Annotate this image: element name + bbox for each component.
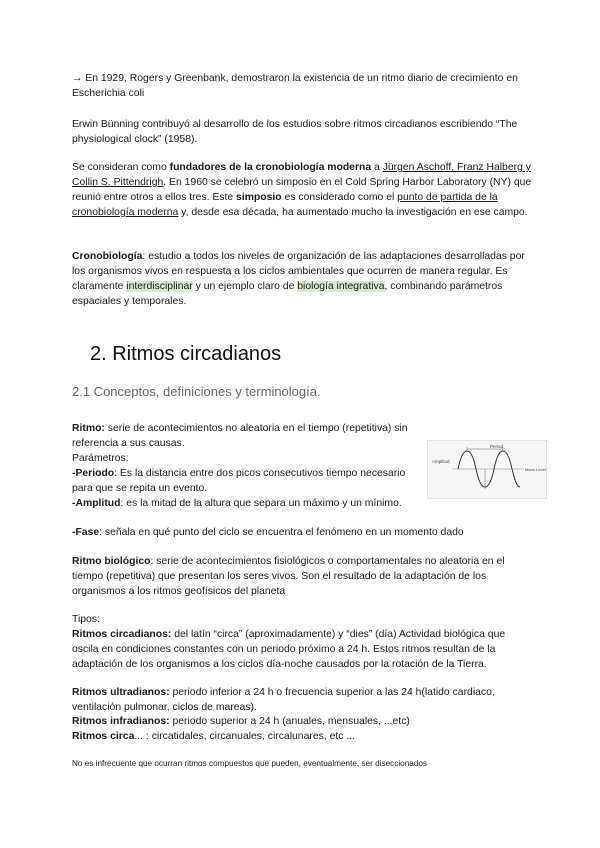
underlined-founders: Jürgen Aschoff, Franz Halberg y Collin S. Pittendrigh	[72, 162, 531, 188]
underlined-punto-partida: punto de partida de la cronobiología moderna	[72, 192, 498, 218]
text-run: ... : circatidales, circanuales, circalunares, etc ...	[134, 731, 355, 742]
bold-ritmo-biologico: Ritmo biológico	[72, 556, 151, 567]
text-run: serie de acontecimientos no aleatoria en el tiempo (repetitiva) sin referencia a sus causas.	[72, 423, 408, 449]
paragraph-ritmo-biologico	[72, 554, 532, 599]
highlight-interdisciplinar: interdisciplinar	[126, 281, 193, 292]
text-run: : serie de acontecimientos fisiológicos o comportamentales no aleatoria en el tiempo (repetitiva) que presentan los seres vivos. Son el resultado de la adaptación de los organismos a los ritmos geofísicos del planeta	[72, 556, 505, 597]
section-heading: 2. Ritmos circadianos	[90, 343, 282, 365]
text-run: periodo inferior a 24 h o frecuencia superior a las 24 h(latido cardiaco, ventilación pulmonar, ciclos de mareas).	[72, 687, 495, 713]
sine-wave-graphic	[428, 441, 546, 498]
text-run: Se consideran como	[72, 162, 170, 173]
item-amplitud	[72, 496, 412, 511]
text-run: , combinando parámetros espaciales y temporales.	[72, 281, 503, 307]
item-ritmos-circa	[72, 729, 532, 744]
bold-cronobiologia: Cronobiología	[72, 251, 143, 262]
bold-fundadores: fundadores de la cronobiología moderna	[169, 162, 372, 173]
bold-simposio: simposio	[236, 192, 282, 203]
text-run: : Es la distancia entre dos picos consecutivos tiempo necesario para que se repita un evento.	[72, 468, 406, 494]
label-parametros: Parámetros:	[72, 453, 129, 464]
rhythm-diagram	[427, 440, 547, 499]
bold-fase: -Fase	[72, 527, 100, 538]
bold-ritmos-ultradianos: Ritmos ultradianos:	[72, 687, 170, 698]
text-run: a	[371, 162, 383, 173]
paragraph-ritmo	[72, 421, 417, 451]
paragraph-rogers-greenbank: → En 1929, Rogers y Greenbank, demostraron la existencia de un ritmo diario de crecimiento en Escherichia coli	[72, 73, 518, 99]
paragraph-cronobiologia	[72, 249, 532, 309]
mean-level-label: Mean Level	[525, 467, 546, 472]
bold-ritmo: Ritmo:	[72, 423, 105, 434]
text-run: periodo superior a 24 h (anuales, mensuales, ...etc)	[169, 716, 410, 727]
highlight-biologia-integrativa: biología integrativa	[297, 281, 385, 292]
period-label: Period	[490, 444, 504, 449]
bold-ritmos-circadianos: Ritmos circadianos:	[72, 629, 172, 640]
item-ritmos-circadianos	[72, 627, 532, 672]
text-run: : es la mitad de la altura que separa un máximo y un mínimo.	[120, 498, 402, 509]
bold-ritmos-circa: Ritmos circa	[72, 731, 135, 742]
item-ritmos-ultradianos	[72, 685, 532, 715]
footnote-ritmos-compuestos: No es infrecuente que ocurran ritmos compuestos que pueden, eventualmente, ser diseccionados	[72, 759, 428, 768]
bold-ritmos-infradianos: Ritmos infradianos:	[72, 716, 170, 727]
text-run: y un ejemplo claro de	[192, 281, 298, 292]
text-run: : señala en qué punto del ciclo se encuentra el fenómeno en un momento dado	[99, 527, 464, 538]
section-subheading: 2.1 Conceptos, definiciones y terminología.	[72, 384, 321, 399]
paragraph-fundadores	[72, 160, 532, 220]
item-periodo	[72, 466, 417, 496]
label-tipos: Tipos:	[72, 614, 100, 625]
bold-amplitud: -Amplitud	[72, 498, 121, 509]
bold-periodo: -Periodo	[72, 468, 115, 479]
amplitude-label: Amplitud	[432, 459, 450, 464]
paragraph-bunning: Erwin Bünning contribuyó al desarrollo de los estudios sobre ritmos circadianos escribiendo “The physiological clock” (1958).	[72, 119, 518, 145]
text-run: y, desde esa década, ha aumentado mucho la investigación en ese campo.	[178, 207, 528, 218]
item-ritmos-infradianos	[72, 714, 532, 729]
item-fase	[72, 525, 542, 540]
text-run: es considerado como el	[281, 192, 398, 203]
text-run: del latín “circa” (aproximadamente) y “dies” (día) Actividad biológica que oscila en condiciones constantes con un periodo próximo a 24 h. Estos ritmos resultan de la adaptación de los organismos a los ciclos día-noche causados por la rotación de la Tierra.	[72, 629, 506, 670]
text-run: . En 1960 se celebró un simposio en el Cold Spring Harbor Laboratory (NY) que reunió entre otros a ellos tres. Este	[72, 177, 532, 203]
text-run: : estudio a todos los niveles de organización de las adaptaciones desarrolladas por los organismos vivos en respuesta a los ciclos ambientales que ocurren de manera regular. Es claramente	[72, 251, 525, 292]
